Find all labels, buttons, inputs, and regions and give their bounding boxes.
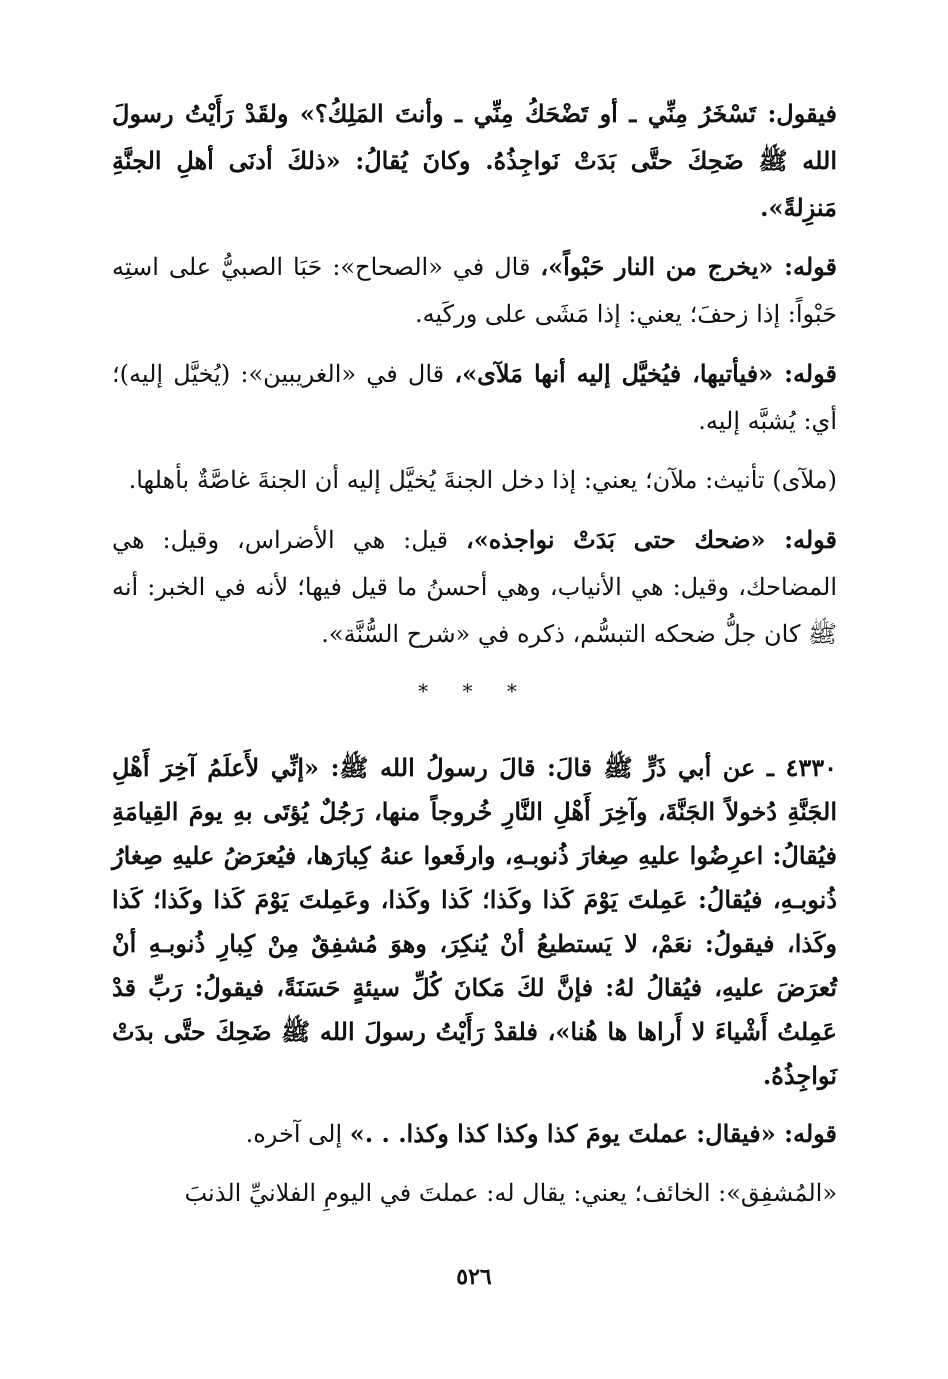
section-separator: * * *	[418, 679, 531, 703]
commentary-text: قيل: هي الأضراس، وقيل: هي المضاحك، وقيل: هي الأنياب، وهي أحسنُ ما قيل فيها؛ لأنه في الخبر: أنه ﷺ كان جلُّ ضحكه التبسُّم، ذكره في «شرح السُّنَّة».	[112, 526, 837, 648]
commentary-full-definition: (ملآى) تأنيث: ملآن؛ يعني: إذا دخل الجنةَ يُخيَّل إليه أن الجنةَ غاصَّةٌ بأهلها.	[128, 466, 837, 494]
commentary-quote: قوله: «ضحك حتى بَدَتْ نواجذه»،	[466, 525, 837, 554]
commentary-text: قال في «الغريبين»: (يُخيَّل إليه)؛ أي: يُشبَّه إليه.	[112, 360, 837, 435]
hadith-4330: ٤٣٣٠ ـ عن أبي ذَرٍّ ﷺ قالَ: قالَ رسولُ الله ﷺ: «إنِّي لأَعلَمُ آخِرَ أَهْلِ الجَنَّةِ دُخولاً الجَنَّةَ، وآخِرَ أَهْلِ النَّارِ خُروجاً منها، رَجُلٌ يُؤتَى بهِ يومَ القِيامَةِ فيُقالُ: اعرِضُوا عليهِ صِغارَ ذُنوبـهِ، وارفَعوا عنهُ كِبارَها، فيُعرَضُ عليهِ صِغارُ ذُنوبـهِ، فيُقالُ: عَمِلتَ يَوْمَ كَذا وكَذا؛ كَذا وكَذا، وعَمِلتَ يَوْمَ كَذا وكَذا؛ كَذا وكَذا، فيقولُ: نعَمْ، لا يَستطيعُ أنْ يُنكِرَ، وهوَ مُشفِقٌ مِنْ كِبارِ ذُنوبـهِ أنْ تُعرَضَ عليهِ، فيُقالُ لهُ: فإنَّ لكَ مَكانَ كُلِّ سيئةٍ حَسَنَةً، فيقولُ: رَبِّ قدْ عَمِلتُ أَشْياءَ لا أَراها ها هُنا»، فلقدْ رَأَيْتُ رسولَ الله ﷺ ضَحِكَ حتَّى بدَتْ نَواجِذُهُ.	[112, 753, 837, 1090]
commentary-fearful: «المُشفِق»: الخائف؛ يعني: يقال له: عملتَ في اليومِ الفلانيِّ الذنبَ	[184, 1179, 837, 1207]
commentary-text: قال في «الصحاح»: حَبَا الصبيُّ على استِه حَبْواً: إذا زحفَ؛ يعني: إذا مَشَى على وركَيه.	[112, 253, 837, 328]
commentary-imagined-full	[112, 350, 837, 445]
hadith-ending-paragraph: فيقول: تَسْخَرُ مِنِّي ـ أو تَضْحَكُ مِنِّي ـ وأنتَ المَلِكُ؟» ولقَدْ رَأَيْتُ رسولَ الله ﷺ ضَحِكَ حتَّى بَدَتْ نَواجِذُهُ. وكانَ يُقالُ: «ذلكَ أدنَى أهلِ الجنَّةِ مَنزِلةً».	[112, 99, 837, 222]
commentary-quote: قوله: «فيقال: عملتَ يومَ كذا وكذا كذا وكذا. . .»	[349, 1119, 837, 1148]
commentary-crawling	[112, 243, 837, 338]
page-body	[112, 90, 837, 1229]
commentary-quote: قوله: «يخرج من النار حَبْواً»،	[540, 252, 837, 281]
commentary-it-is-said	[112, 1110, 837, 1158]
commentary-text: إلى آخره.	[245, 1120, 350, 1148]
page-number: ٥٢٦	[456, 1264, 492, 1290]
commentary-quote: قوله: «فيأتيها، فيُخيَّل إليه أنها مَلآى»،	[454, 359, 837, 388]
commentary-molars	[112, 516, 837, 658]
